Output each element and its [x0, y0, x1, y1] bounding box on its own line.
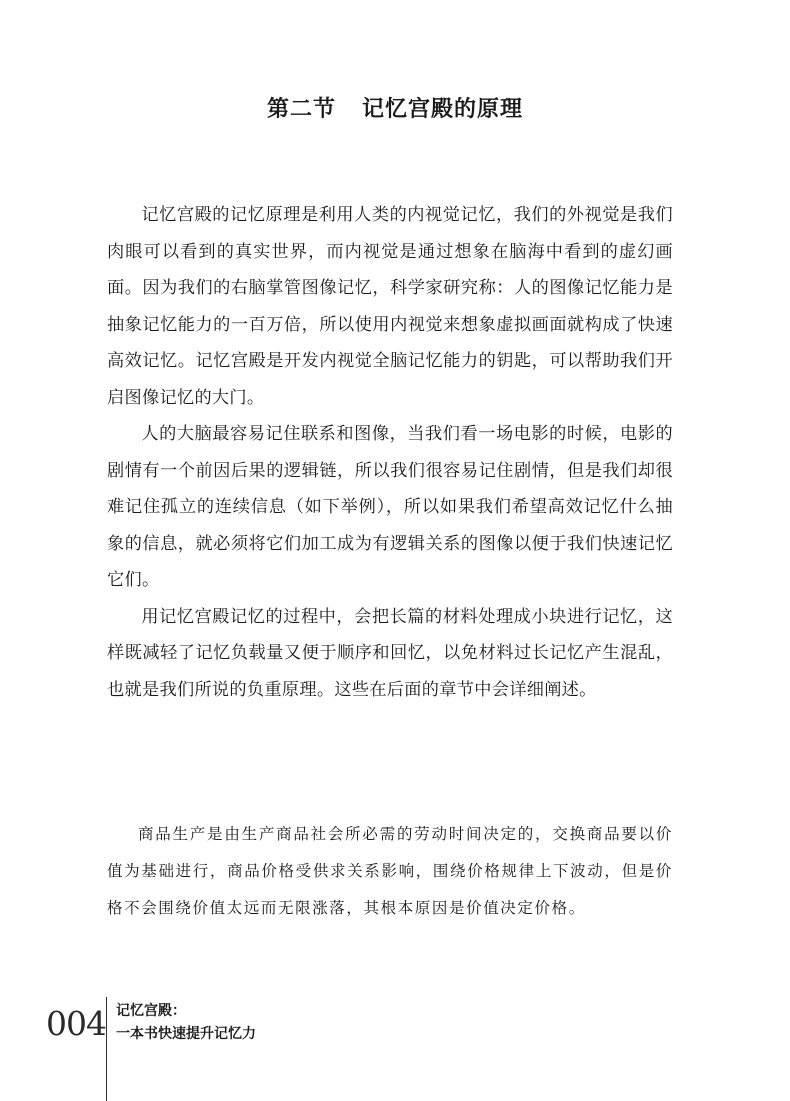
running-title-line2: 一本书快速提升记忆力	[116, 1026, 256, 1042]
section-number: 第二节	[266, 96, 336, 122]
running-title-line1: 记忆宫殿：	[116, 1003, 186, 1019]
body-text	[107, 197, 673, 708]
section-heading	[0, 92, 790, 123]
paragraph: 用记忆宫殿记忆的过程中，会把长篇的材料处理成小块进行记忆，这样既减轻了记忆负载量又便于顺序和回忆，以免材料过长记忆产生混乱，也就是我们所说的负重原理。这些在后面的章节中会详细阐述。	[107, 606, 673, 700]
example-text: 商品生产是由生产商品社会所必需的劳动时间决定的，交换商品要以价值为基础进行，商品价格受供求关系影响，围绕价格规律上下波动，但是价格不会围绕价值太远而无限涨落，其根本原因是价值决定价格。	[107, 825, 673, 917]
page-number: 004	[46, 1004, 106, 1043]
example-passage	[107, 816, 673, 927]
paragraph: 记忆宫殿的记忆原理是利用人类的内视觉记忆，我们的外视觉是我们肉眼可以看到的真实世界，而内视觉是通过想象在脑海中看到的虚幻画面。因为我们的右脑掌管图像记忆，科学家研究称：人的图像记忆能力是抽象记忆能力的一百万倍，所以使用内视觉来想象虚拟画面就构成了快速高效记忆。记忆宫殿是开发内视觉全脑记忆能力的钥匙，可以帮助我们开启图像记忆的大门。	[107, 205, 673, 408]
footer-divider	[106, 997, 107, 1101]
paragraph: 人的大脑最容易记住联系和图像，当我们看一场电影的时候，电影的剧情有一个前因后果的逻辑链，所以我们很容易记住剧情，但是我们却很难记住孤立的连续信息（如下举例），所以如果我们希望高效记忆什么抽象的信息，就必须将它们加工成为有逻辑关系的图像以便于我们快速记忆它们。	[107, 424, 673, 590]
section-title: 记忆宫殿的原理	[362, 96, 524, 122]
